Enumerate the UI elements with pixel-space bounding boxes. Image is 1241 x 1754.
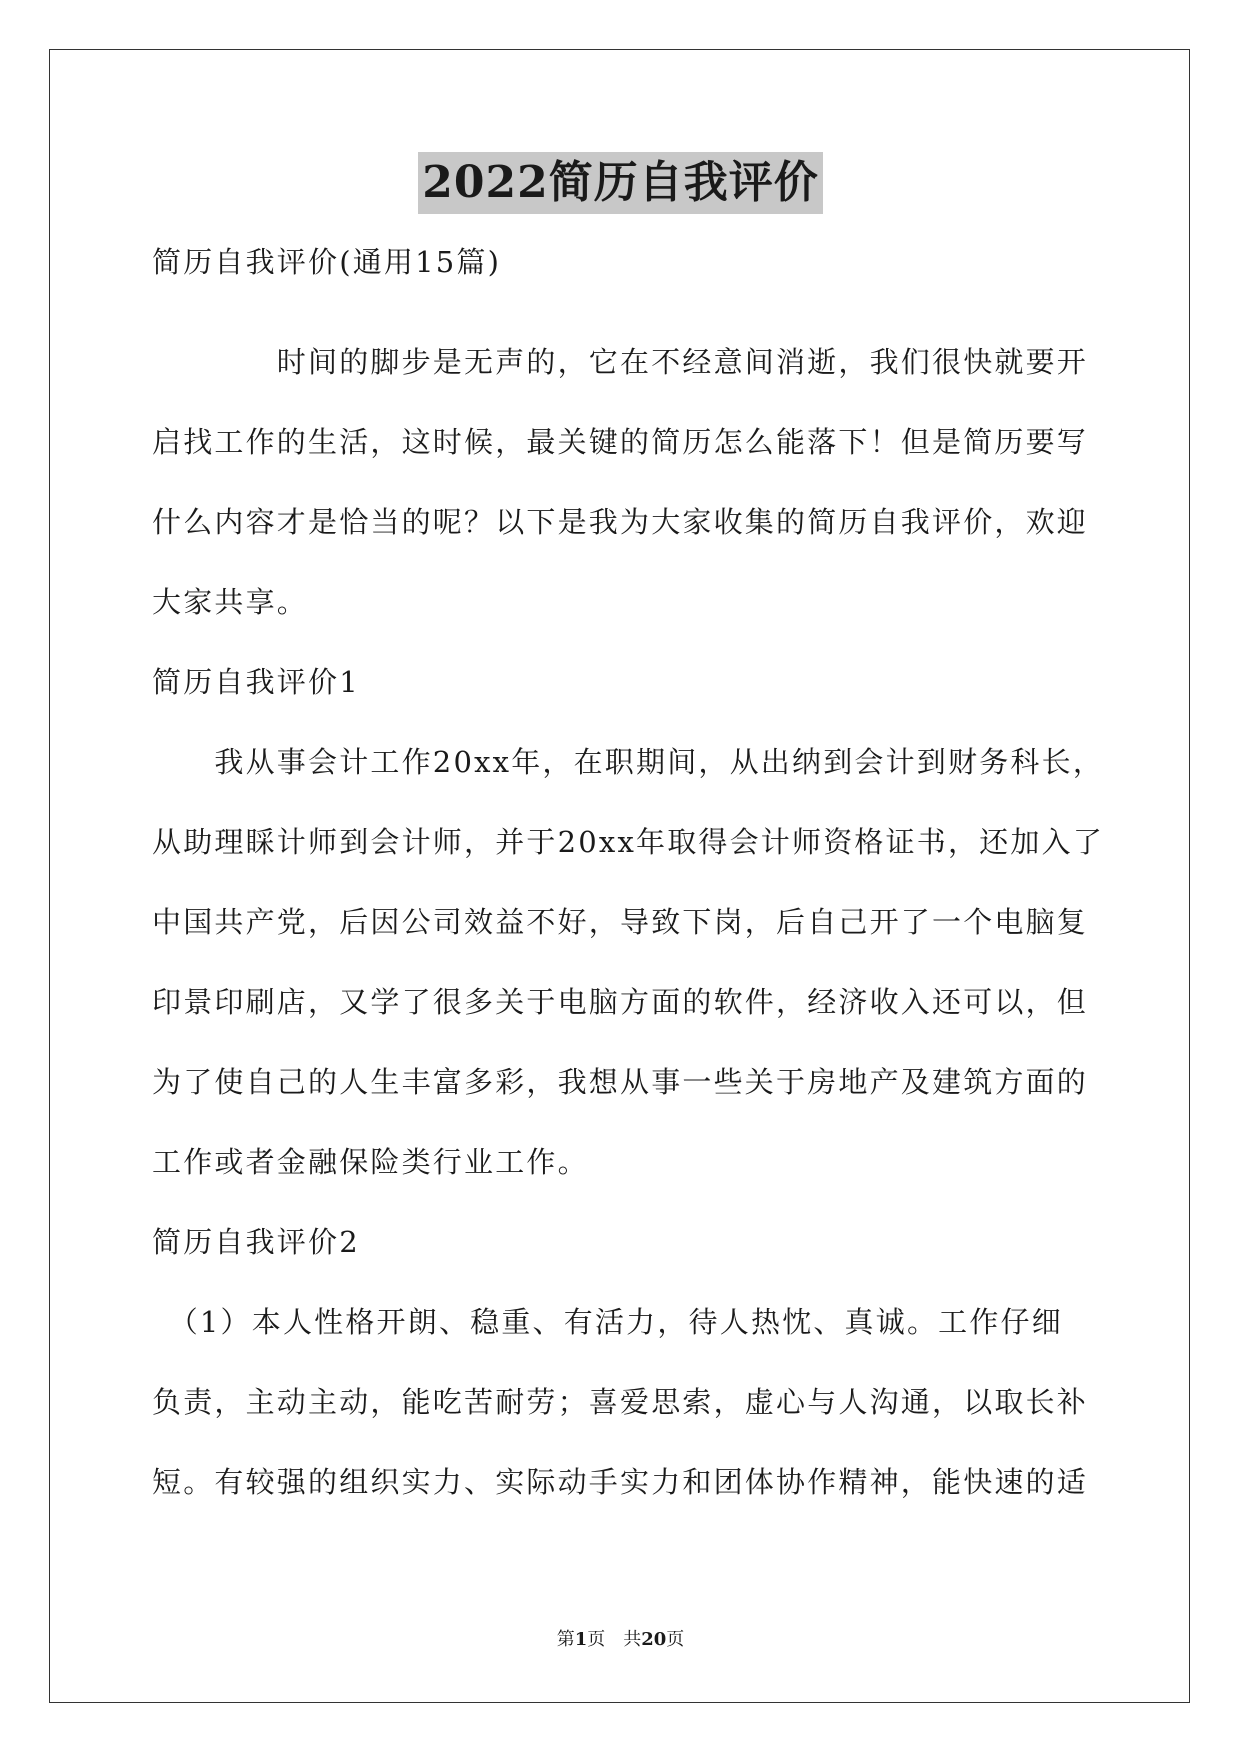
page-border [49, 49, 1190, 1703]
paragraph-line: 工作或者金融保险类行业工作。 [152, 1145, 589, 1179]
document-title: 2022简历自我评价 [418, 152, 822, 214]
title-container [0, 152, 1241, 214]
paragraph-line: 从助理睬计师到会计师，并于20xx年取得会计师资格证书，还加入了 [152, 825, 1105, 859]
paragraph-line: 时间的脚步是无声的，它在不经意间消逝，我们很快就要开 [152, 345, 1089, 379]
paragraph-line: 我从事会计工作20xx年，在职期间，从出纳到会计到财务科长， [152, 745, 1105, 779]
paragraph-line: 什么内容才是恰当的呢？以下是我为大家收集的简历自我评价，欢迎 [152, 505, 1089, 539]
section-heading: 简历自我评价2 [152, 1225, 360, 1259]
page-current-number: 1 [574, 1629, 588, 1650]
paragraph-line: 大家共享。 [152, 585, 309, 619]
paragraph-line: 短。有较强的组织实力、实际动手实力和团体协作精神，能快速的适 [152, 1465, 1089, 1499]
paragraph-line: （1）本人性格开朗、稳重、有活力，待人热忱、真诚。工作仔细 [152, 1305, 1063, 1339]
paragraph-line: 中国共产党，后因公司效益不好，导致下岗，后自己开了一个电脑复 [152, 905, 1089, 939]
subtitle-line: 简历自我评价(通用15篇) [152, 245, 502, 279]
paragraph-line: 印景印刷店，又学了很多关于电脑方面的软件，经济收入还可以，但 [152, 985, 1089, 1019]
page-total-number: 20 [641, 1629, 667, 1650]
paragraph-line: 为了使自己的人生丰富多彩，我想从事一些关于房地产及建筑方面的 [152, 1065, 1089, 1099]
section-heading: 简历自我评价1 [152, 665, 360, 699]
page-footer [0, 1628, 1241, 1652]
page-label-mid: 页 共 [587, 1629, 642, 1650]
page-label-suffix: 页 [666, 1629, 685, 1650]
page-label-prefix: 第 [556, 1629, 575, 1650]
paragraph-line: 负责，主动主动，能吃苦耐劳；喜爱思索，虚心与人沟通，以取长补 [152, 1385, 1089, 1419]
paragraph-line: 启找工作的生活，这时候，最关键的简历怎么能落下！但是简历要写 [152, 425, 1089, 459]
